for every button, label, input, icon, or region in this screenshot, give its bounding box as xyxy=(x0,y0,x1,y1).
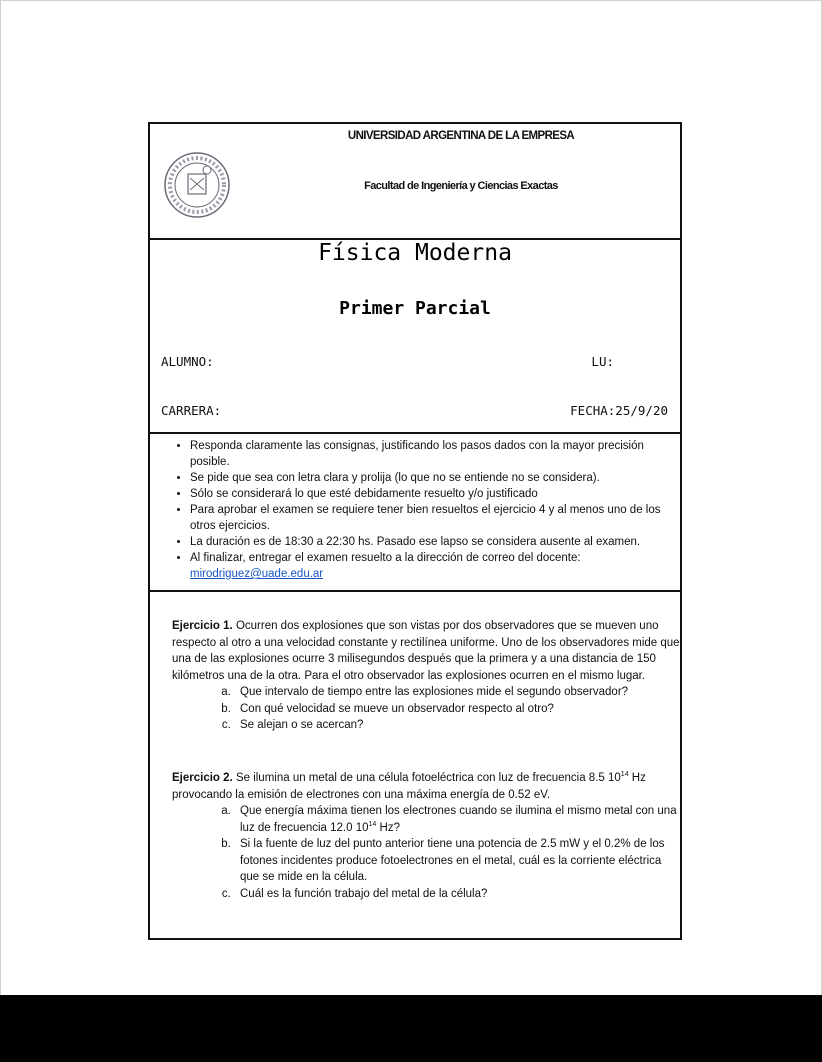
exponent: 14 xyxy=(368,820,377,828)
student-label: ALUMNO: xyxy=(161,354,214,369)
exercise-2 xyxy=(172,770,682,902)
exercise-1 xyxy=(172,618,682,734)
list-item: • Sólo se considerará lo que esté debidamente resuelto y/o justificado xyxy=(190,486,672,502)
exam-subtitle: Primer Parcial xyxy=(339,298,491,319)
list-item: c. Cuál es la función trabajo del metal de la célula? xyxy=(234,886,682,903)
exercise-1-questions xyxy=(172,684,682,734)
list-item: • Para aprobar el examen se requiere tener bien resueltos el ejercicio 4 y al menos uno de los otros ejercicios. xyxy=(190,502,672,534)
list-item: c. Se alejan o se acercan? xyxy=(234,717,682,734)
exercise-2-text: Se ilumina un metal de una célula fotoeléctrica con luz de frecuencia 8.5 10 xyxy=(235,772,621,784)
exponent: 14 xyxy=(620,771,629,779)
question-text: Que energía máxima tienen los electrones cuando se ilumina el mismo metal con una luz de frecuencia 12.0 10 xyxy=(240,805,677,834)
list-item xyxy=(234,803,682,836)
exercise-1-label: Ejercicio 1. xyxy=(172,620,233,632)
exam-sheet xyxy=(148,122,682,940)
list-item: • La duración es de 18:30 a 22:30 hs. Pasado ese lapso se considera ausente al examen. xyxy=(190,534,672,550)
list-item: b. Con qué velocidad se mueve un observador respecto al otro? xyxy=(234,701,682,718)
lu-label: LU: xyxy=(591,354,614,369)
bottom-black-bar xyxy=(0,995,822,1062)
exam-header xyxy=(150,124,680,240)
instructions-list xyxy=(150,434,680,582)
question-text-end: Hz? xyxy=(376,821,400,834)
exercise-2-questions xyxy=(172,803,682,902)
date-label: FECHA:25/9/20 xyxy=(570,403,668,418)
list-item: • Se pide que sea con letra clara y prolija (lo que no se entiende no se considera). xyxy=(190,470,672,486)
exam-title: Física Moderna xyxy=(318,240,512,266)
list-item xyxy=(190,550,672,582)
instruction-text: Al finalizar, entregar el examen resuelto a la dirección de correo del docente: xyxy=(190,552,581,564)
list-item: • Responda claramente las consignas, justificando los pasos dados con la mayor precisión posible. xyxy=(190,438,672,470)
career-label: CARRERA: xyxy=(161,403,222,418)
instructions-box xyxy=(150,432,680,592)
exercise-2-text-cont: Hz provocando la emisión de electrones con una máxima energía de 0.52 eV. xyxy=(172,772,646,801)
list-item: a. Que intervalo de tiempo entre las explosiones mide el segundo observador? xyxy=(234,684,682,701)
exercise-2-label: Ejercicio 2. xyxy=(172,772,233,784)
list-item: b. Si la fuente de luz del punto anterior tiene una potencia de 2.5 mW y el 0.2% de los fotones incidentes produce fotoelectrones en el metal, cuál es la corriente eléctrica que se mide en la célula. xyxy=(234,836,682,886)
faculty-name: Facultad de Ingeniería y Ciencias Exactas xyxy=(364,180,558,192)
teacher-email-link[interactable]: mirodriguez@uade.edu.ar xyxy=(190,568,324,580)
exercise-1-text: Ocurren dos explosiones que son vistas por dos observadores que se mueven uno respecto al otro a una velocidad constante y rectilínea uniforme. Uno de los observadores mide que una de las explosiones ocurre 3 milisegundos después que la primera y a una distancia de 150 kilómetros una de la otra. Para el otro observador las explosiones ocurren en el mismo lugar. xyxy=(172,620,680,682)
university-name: UNIVERSIDAD ARGENTINA DE LA EMPRESA xyxy=(347,130,575,142)
